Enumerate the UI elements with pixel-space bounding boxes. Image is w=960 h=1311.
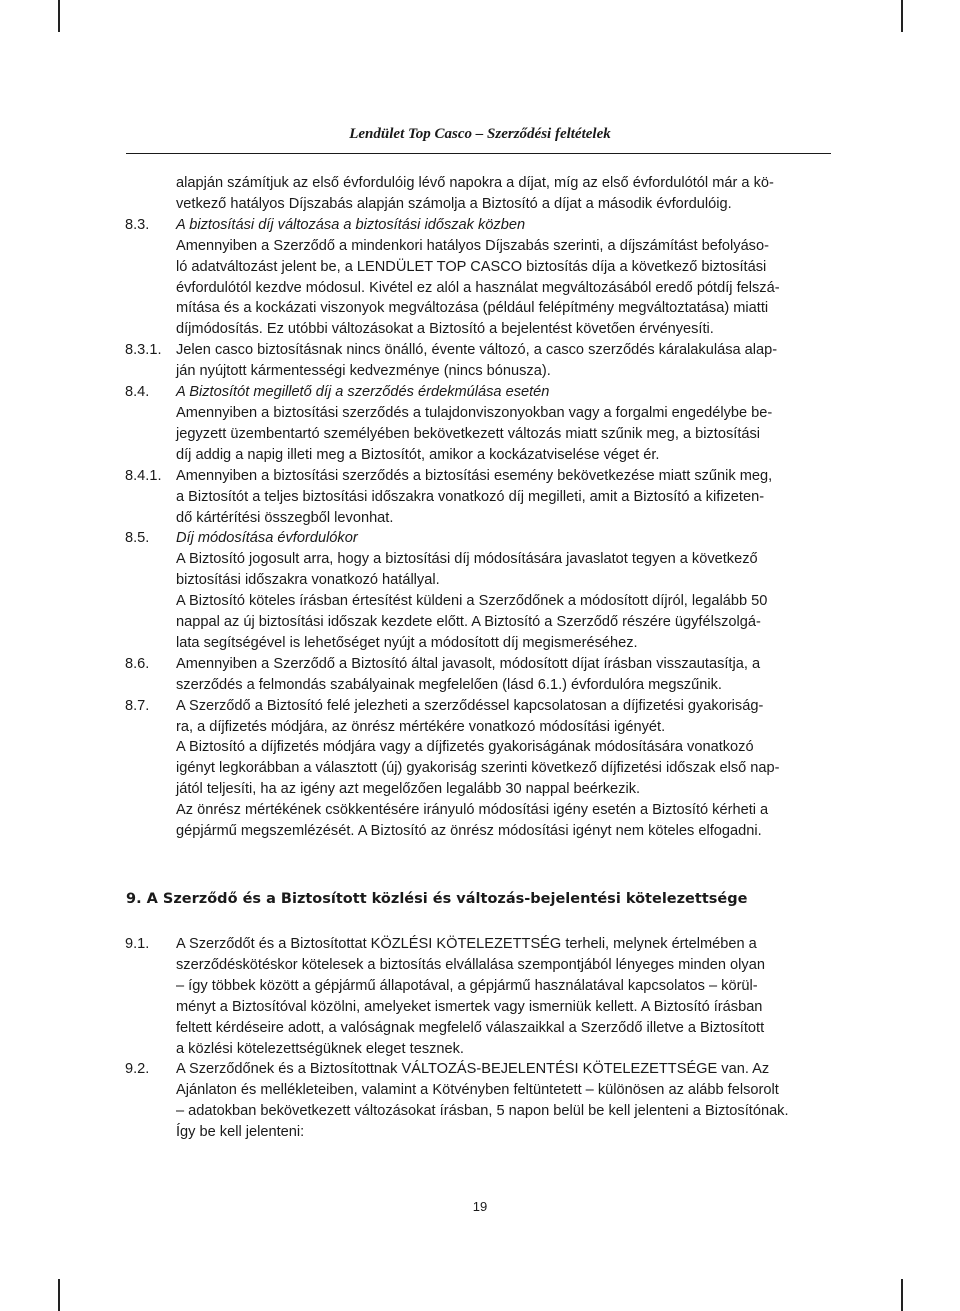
running-header: Lendület Top Casco – Szerződési feltételek (349, 126, 611, 142)
text-line: díj addig a napig illeti meg a Biztosítót, amikor a kockázatviselése véget ér. (176, 446, 660, 463)
text-line: – adatokban bekövetkezett változásokat írásban, 5 napon belül be kell jelenteni a Biztosítónak. (176, 1103, 789, 1120)
clause-number: 9.2. (125, 1061, 150, 1078)
clause-9-2 (0, 1059, 832, 1143)
header-rule (126, 153, 831, 154)
text-line: A Biztosító a díjfizetés módjára vagy a díjfizetés gyakoriságának módosítására vonatkozó (176, 739, 754, 756)
text-line: Az önrész mértékének csökkentésére irányuló módosítási igény esetén a Biztosító kérheti a (176, 802, 769, 819)
text-line: szerződéskötéskor kötelesek a biztosítás elvállalása szempontjából lényeges minden olyan (176, 956, 765, 973)
text-line: feltett kérdéseire adott, a valóságnak megfelelő válaszaikkal a Szerződő illetve a Biztosított (176, 1019, 765, 1036)
clause-8-7 (0, 696, 832, 842)
clause-number: 8.3.1. (125, 342, 162, 359)
continuation-paragraph (0, 173, 832, 215)
text-line: jától teljesíti, ha az igény azt megelőzően legalább 30 nappal beérkezik. (176, 781, 641, 798)
clause-number: 8.6. (125, 655, 150, 672)
clause-number: 9.1. (125, 936, 150, 952)
text-line: szerződés a felmondás szabályainak megfelelően (lásd 6.1.) évfordulóra megszűnik. (176, 676, 722, 693)
clause-title: Díj módosítása évfordulókor (176, 530, 358, 547)
clause-8-3-1 (0, 340, 832, 382)
clause-number: 8.5. (125, 530, 150, 547)
clause-8-6 (0, 654, 832, 696)
section-9-heading: 9. A Szerződő és a Biztosított közlési és változás-bejelentési kötelezettsége (126, 891, 748, 907)
section-9-body (0, 934, 960, 1143)
text-line: ján nyújtott kármentességi kedvezménye (nincs bónusza). (176, 363, 551, 380)
clause-8-4-1 (0, 466, 832, 529)
text-line: jegyzett üzembentartó személyében bekövetkezett változás miatt szűnik meg, a biztosítási (176, 425, 761, 442)
text-line: igényt legkorábban a választott (új) gyakoriság szerinti következő díjfizetési időszak első nap- (176, 760, 780, 777)
clause-8-3 (0, 215, 832, 340)
text-line: Amennyiben a biztosítási szerződés a biztosítási esemény bekövetkezése miatt szűnik meg, (176, 467, 773, 484)
text-line: dő kártérítési összegből levonhat. (176, 509, 394, 526)
crop-mark-top-right (901, 0, 903, 32)
text-line: gépjármű megszemlézését. A Biztosító az önrész módosítási igényt nem köteles elfogadni. (176, 823, 762, 840)
clause-number: 8.3. (125, 216, 150, 233)
text-line: A Szerződőt és a Biztosítottat KÖZLÉSI KÖTELEZETTSÉG terheli, melynek értelmében a (176, 936, 757, 952)
text-line: évfordulótól kezdve módosul. Kivétel ez alól a használat megváltozásából eredő pótdíj felszá- (176, 279, 780, 296)
page-body (0, 173, 960, 842)
crop-mark-bottom-left (58, 1279, 60, 1311)
text-line: nappal az új biztosítási időszak kezdete előtt. A Biztosító a Szerződő részére ügyfélszolgá- (176, 614, 761, 631)
text-line: A Szerződő a Biztosító felé jelezheti a szerződéssel kapcsolatosan a díjfizetési gyakoriság- (176, 697, 764, 714)
text-line: Jelen casco biztosításnak nincs önálló, évente változó, a casco szerződés káralakulása alap- (176, 342, 778, 359)
text-line: Így be kell jelenteni: (176, 1124, 305, 1141)
text-line: – így többek között a gépjármű állapotával, a gépjármű használatával kapcsolatos – körül- (176, 977, 758, 994)
text-line: A Biztosító jogosult arra, hogy a biztosítási díj módosítására javaslatot tegyen a következő (176, 551, 758, 568)
clause-number: 8.7. (125, 697, 150, 714)
text-line: A Biztosító köteles írásban értesítést küldeni a Szerződőnek a módosított díjról, legalább 50 (176, 593, 768, 610)
text-line: Amennyiben a biztosítási szerződés a tulajdonviszonyokban vagy a forgalmi engedélybe be- (176, 404, 773, 421)
text-line: mítása és a kockázati viszonyok megváltozása (például felépítmény megváltoztatása) miatti (176, 300, 769, 317)
clause-number: 8.4.1. (125, 467, 162, 484)
text-line: Ajánlaton és mellékleteiben, valamint a Kötvényben feltüntetett – különösen az alább felsorolt (176, 1082, 779, 1099)
text-line: ményt a Biztosítóval közölni, amelyeket ismertek vagy ismerniük kellett. A Biztosító írásban (176, 998, 763, 1015)
text-line: biztosítási időszakra vonatkozó hatállyal. (176, 572, 440, 589)
clause-number: 8.4. (125, 384, 150, 401)
text-line: díjmódosítás. Ez utóbbi változásokat a Biztosító a bejelentést követően érvényesíti. (176, 321, 714, 338)
crop-mark-bottom-right (901, 1279, 903, 1311)
text-line: alapján számítjuk az első évfordulóig lévő napokra a díjat, míg az első évfordulótól már a kö- (176, 175, 774, 191)
page-number: 19 (472, 1199, 488, 1214)
text-line: a közlési kötelezettségüknek eleget tesznek. (176, 1040, 464, 1057)
text-line: lata segítségével is lehetőséget nyújt a módosított díj megismeréséhez. (176, 634, 638, 651)
text-line: a Biztosítót a teljes biztosítási időszakra vonatkozó díj megilleti, amit a Biztosító a kifizeten- (176, 488, 765, 505)
clause-title: A Biztosítót megillető díj a szerződés érdekmúlása esetén (176, 384, 550, 401)
crop-mark-top-left (58, 0, 60, 32)
clause-title: A biztosítási díj változása a biztosítási időszak közben (176, 216, 526, 233)
text-line: vetkező hatályos Díjszabás alapján számolja a Biztosító a díjat a második évfordulóig. (176, 195, 732, 212)
text-line: ra, a díjfizetés módjára, az önrész mértékére vonatkozó módosítási igényét. (176, 718, 666, 735)
clause-8-4 (0, 382, 832, 466)
clause-8-5 (0, 528, 832, 653)
text-line: Amennyiben a Szerződő a mindenkori hatályos Díjszabás szerinti, a díjszámítást befolyáso- (176, 237, 769, 254)
text-line: ló adatváltozást jelent be, a LENDÜLET TOP CASCO biztosítás díja a következő biztosítási (176, 258, 767, 275)
text-line: Amennyiben a Szerződő a Biztosító által javasolt, módosított díjat írásban visszautasítja, a (176, 655, 761, 672)
text-line: A Szerződőnek és a Biztosítottnak VÁLTOZÁS-BEJELENTÉSI KÖTELEZETTSÉGE van. Az (176, 1061, 770, 1078)
clause-9-1 (0, 934, 832, 1059)
